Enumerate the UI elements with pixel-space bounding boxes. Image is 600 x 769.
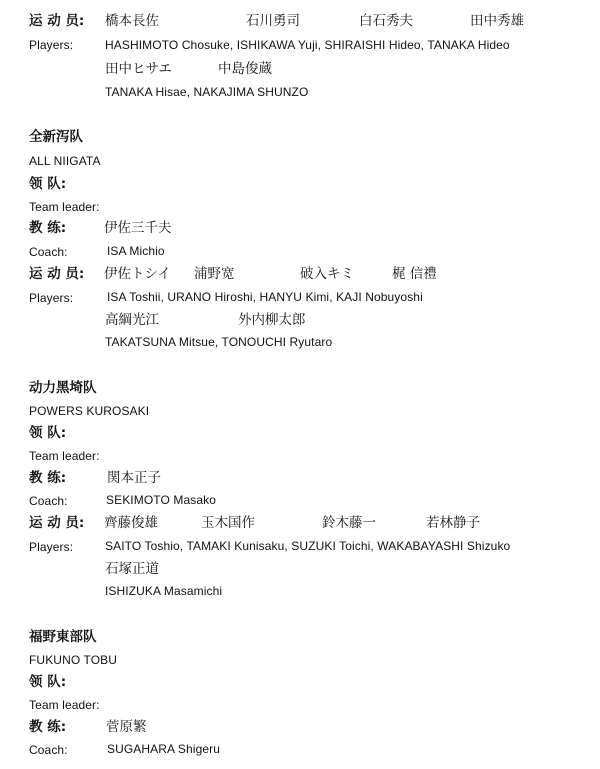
coach-en-label: Coach: xyxy=(29,743,68,757)
players-en-list: TAKATSUNA Mitsue, TONOUCHI Ryutaro xyxy=(105,335,333,349)
player-cn-name: 玉木国作 xyxy=(201,515,255,531)
players-cn-label: 运 动 员: xyxy=(29,13,85,29)
coach-cn-name: 伊佐三千夫 xyxy=(104,220,172,236)
team-leader-cn-label: 领 队: xyxy=(29,674,67,690)
coach-cn-label: 教 练: xyxy=(29,719,67,735)
players-en-label: Players: xyxy=(29,540,74,554)
coach-en-name: ISA Michio xyxy=(107,244,165,258)
team-leader-cn-label: 领 队: xyxy=(29,425,67,441)
players-en-label: Players: xyxy=(29,38,74,52)
team-name-cn: 全新泻队 xyxy=(29,129,83,145)
players-en-list: ISA Toshii, URANO Hiroshi, HANYU Kimi, KAJI Nobuyoshi xyxy=(107,290,423,304)
team-leader-en-label: Team leader: xyxy=(29,698,100,712)
players-en-label: Players: xyxy=(29,291,74,305)
player-cn-name: 鈴木藤一 xyxy=(322,515,376,531)
team-leader-en-label: Team leader: xyxy=(29,449,100,463)
player-cn-name: 高綱光江 xyxy=(105,312,159,328)
coach-en-label: Coach: xyxy=(29,245,68,259)
player-cn-name: 浦野宽 xyxy=(194,266,235,282)
team-name-en: POWERS KUROSAKI xyxy=(29,404,150,418)
player-cn-name: 白石秀夫 xyxy=(359,13,413,29)
player-cn-name: 石塚正道 xyxy=(105,561,159,577)
player-cn-name: 梶 信禮 xyxy=(392,266,437,282)
team-leader-en-label: Team leader: xyxy=(29,200,100,214)
coach-cn-label: 教 练: xyxy=(29,470,67,486)
players-en-list: HASHIMOTO Chosuke, ISHIKAWA Yuji, SHIRAISHI Hideo, TANAKA Hideo xyxy=(105,38,510,52)
player-cn-name: 齊藤俊雄 xyxy=(104,515,158,531)
players-cn-label: 运 动 员: xyxy=(29,266,85,282)
team-name-en: ALL NIIGATA xyxy=(29,154,101,168)
coach-en-name: SUGAHARA Shigeru xyxy=(107,742,220,756)
coach-en-name: SEKIMOTO Masako xyxy=(106,493,216,507)
team-name-en: FUKUNO TOBU xyxy=(29,653,118,667)
player-cn-name: 田中秀雄 xyxy=(470,13,524,29)
player-cn-name: 伊佐トシイ xyxy=(104,266,171,282)
players-en-list: TANAKA Hisae, NAKAJIMA SHUNZO xyxy=(105,85,309,99)
team-name-cn: 福野東部队 xyxy=(29,629,97,645)
team-leader-cn-label: 领 队: xyxy=(29,176,67,192)
players-cn-label: 运 动 员: xyxy=(29,515,85,531)
coach-en-label: Coach: xyxy=(29,494,68,508)
team-name-cn: 动力黑埼队 xyxy=(29,380,97,396)
coach-cn-label: 教 练: xyxy=(29,220,67,236)
player-cn-name: 田中ヒサエ xyxy=(105,61,172,77)
coach-cn-name: 関本正子 xyxy=(107,470,161,486)
coach-cn-name: 菅原繁 xyxy=(106,719,147,735)
player-cn-name: 中島俊蔵 xyxy=(218,61,272,77)
players-en-list: ISHIZUKA Masamichi xyxy=(105,584,223,598)
players-en-list: SAITO Toshio, TAMAKI Kunisaku, SUZUKI Toichi, WAKABAYASHI Shizuko xyxy=(105,539,511,553)
player-cn-name: 石川勇司 xyxy=(246,13,300,29)
player-cn-name: 橋本長佐 xyxy=(105,13,159,29)
player-cn-name: 外内柳太郎 xyxy=(238,312,306,328)
player-cn-name: 破入キミ xyxy=(300,266,354,282)
player-cn-name: 若林静子 xyxy=(426,515,480,531)
